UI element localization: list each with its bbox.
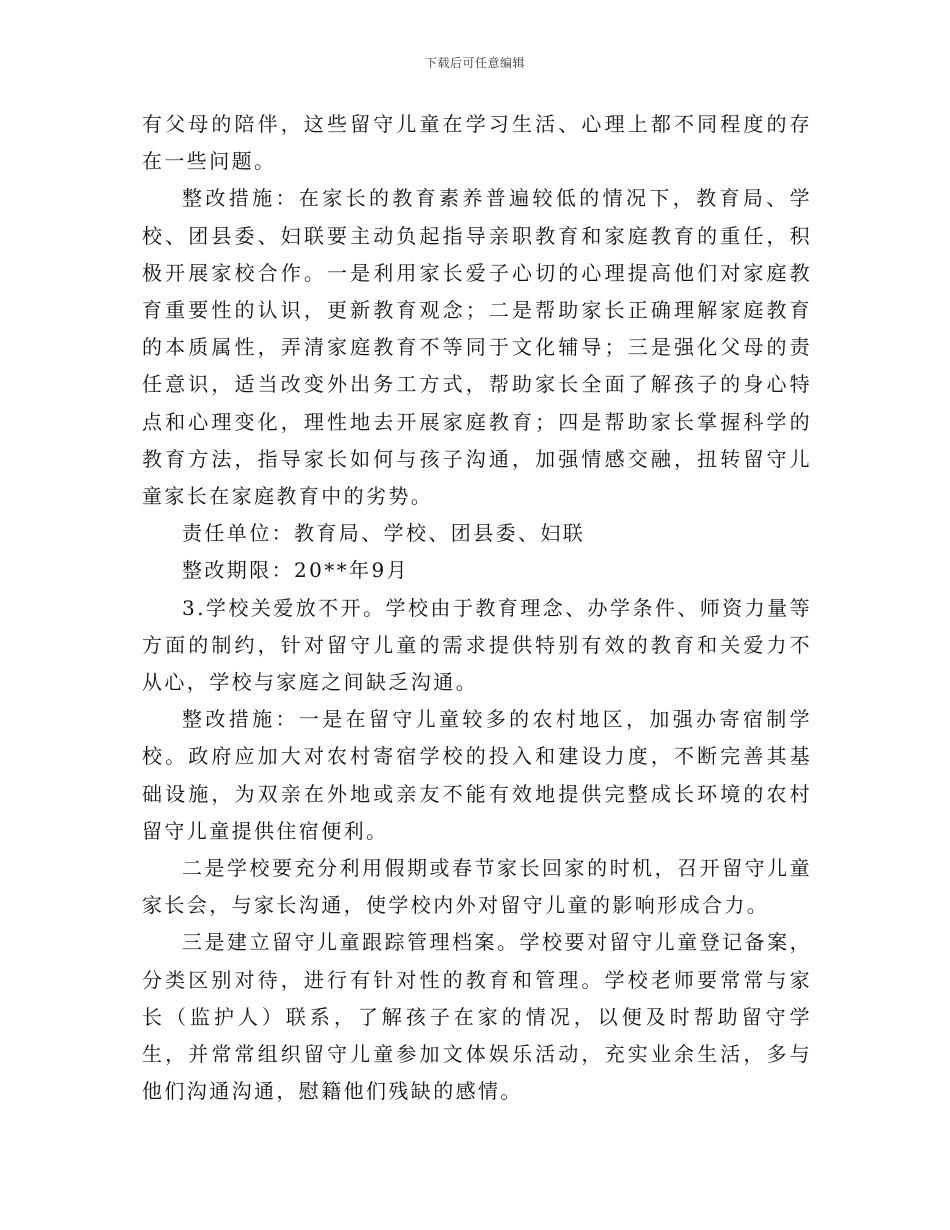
paragraph-continuation: 有父母的陪伴，这些留守儿童在学习生活、心理上都不同程度的存在一些问题。 [142, 112, 812, 174]
paragraph-responsible-units: 责任单位：教育局、学校、团县委、妇联 [182, 521, 586, 546]
paragraph-rectification-family: 整改措施：在家长的教育素养普遍较低的情况下，教育局、学校、团县委、妇联要主动负起指导亲职教育和家庭教育的重任，积极开展家校合作。一是利用家长爱子心切的心理提高他们对家庭教育重要性的认识，更新教育观念；二是帮助家长正确理解家庭教育的本质属性，弄清家庭教育不等同于文化辅导；三是强化父母的责任意识，适当改变外出务工方式，帮助家长全面了解孩子的身心特点和心理变化，理性地去开展家庭教育；四是帮助家长掌握科学的教育方法，指导家长如何与孩子沟通，加强情感交融，扭转留守儿童家长在家庭教育中的劣势。 [142, 186, 812, 509]
page-header: 下载后可任意编辑 [424, 56, 525, 70]
paragraph-parent-meeting: 二是学校要充分利用假期或春节家长回家的时机，召开留守儿童家长会，与家长沟通，使学校内外对留守儿童的影响形成合力。 [142, 856, 812, 918]
paragraph-school-care: 3.学校关爱放不开。学校由于教育理念、办学条件、师资力量等方面的制约，针对留守儿童的需求提供特别有效的教育和关爱力不从心，学校与家庭之间缺乏沟通。 [142, 595, 812, 695]
paragraph-rectification-school: 整改措施：一是在留守儿童较多的农村地区，加强办寄宿制学校。政府应加大对农村寄宿学校的投入和建设力度，不断完善其基础设施，为双亲在外地或亲友不能有效地提供完整成长环境的农村留守儿童提供住宿便利。 [142, 707, 812, 843]
paragraph-tracking-archive: 三是建立留守儿童跟踪管理档案。学校要对留守儿童登记备案，分类区别对待，进行有针对性的教育和管理。学校老师要常常与家长（监护人）联系，了解孩子在家的情况，以便及时帮助留守学生，并常常组织留守儿童参加文体娱乐活动，充实业余生活，多与他们沟通沟通，慰籍他们残缺的感情。 [142, 930, 812, 1104]
document-body [142, 106, 812, 1110]
paragraph-deadline: 整改期限：20**年9月 [182, 558, 409, 583]
